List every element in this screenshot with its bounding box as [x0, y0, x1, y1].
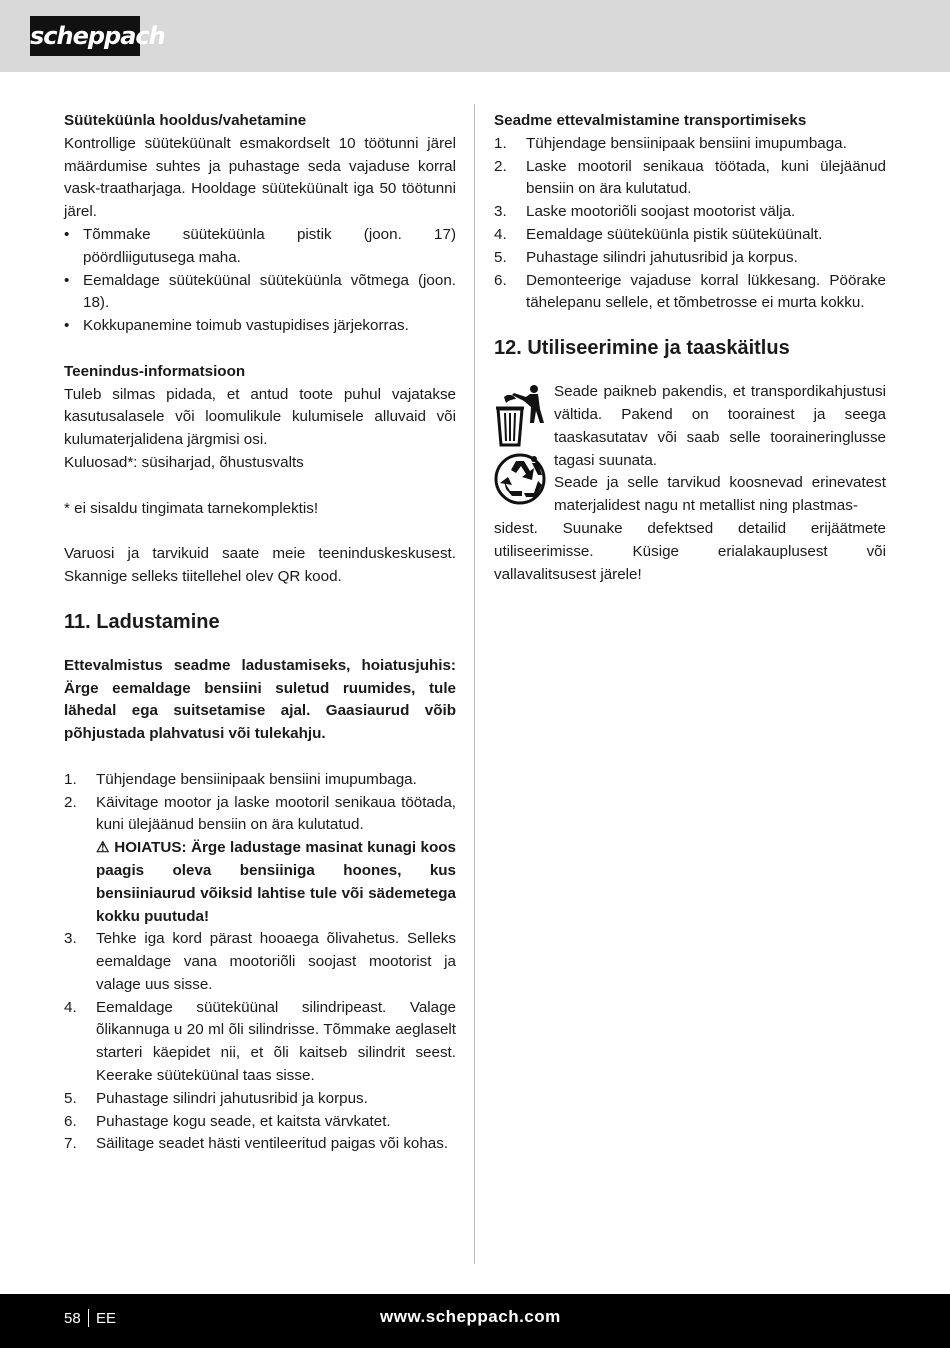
website-url: www.scheppach.com	[380, 1307, 561, 1326]
not-included-note: * ei sisaldu tingimata tarnekomplektis!	[64, 499, 319, 517]
right-column	[494, 110, 886, 586]
page-header	[0, 0, 950, 72]
list-item: 6. Demonteerige vajaduse korral lükkesang. Pöörake tähelepanu sellele, et tõmbetrosse ei murta kokku.	[494, 271, 886, 312]
column-divider	[474, 104, 475, 1264]
list-item: 5. Puhastage silindri jahutusribid ja korpus.	[494, 248, 798, 266]
footer-separator	[88, 1309, 89, 1327]
disposal-text-1: Seade paikneb pakendis, et transpordikahjustusi vältida. Pakend on toorainest ja seega taaskasutatav või saab selle tooraineringlusse tagasi suunata.	[554, 383, 886, 469]
list-item: 4. Eemaldage süüteküünal silindripeast. Valage õlikannuga u 20 ml õli silindrisse. Tõmmake aeglaselt starteri käepidet nii, et õli kaitseb silindrit seest. Keerake süüteküünal taas sisse.	[64, 998, 456, 1085]
trash-bin-icon	[494, 383, 550, 439]
storage-steps	[64, 769, 456, 1157]
recycle-icon	[494, 453, 550, 509]
list-item: 6. Puhastage kogu seade, et kaitsta värvkatet.	[64, 1112, 391, 1130]
language-code: EE	[96, 1310, 117, 1327]
storage-warning: Ettevalmistus seadme ladustamiseks, hoiatusjuhis: Ärge eemaldage bensiini suletud ruumides, tule lähedal ega suitsetamise ajal. Gaasiaurud võib põhjustada plahvatusi või tulekahju.	[64, 656, 456, 743]
list-item: 1. Tühjendage bensiinipaak bensiini imupumbaga.	[64, 770, 417, 788]
disposal-text-2-indented: Seade ja selle tarvikud koosnevad erinevatest materjalidest nagu nt metallist ning plastmas-	[554, 474, 886, 515]
list-item: 5. Puhastage silindri jahutusribid ja korpus.	[64, 1089, 368, 1107]
list-item: • Tõmmake süüteküünla pistik (joon. 17) pöördliigutusega maha.	[64, 224, 456, 270]
spare-parts-text: Varuosi ja tarvikuid saate meie teeninduskeskusest. Skannige selleks tiitellehel olev QR kood.	[64, 545, 456, 585]
list-item: • Kokkupanemine toimub vastupidises järjekorras.	[64, 315, 456, 338]
spark-plug-text: Kontrollige süüteküünalt esmakordselt 10 töötunni järel määrdumise suhtes ja puhastage seda vajaduse korral vask-traatharjaga. Hooldage süüteküünalt iga 50 töötunni järel.	[64, 134, 456, 221]
page-number: 58	[64, 1310, 81, 1327]
list-item: • Eemaldage süüteküünal süüteküünla võtmega (joon. 18).	[64, 270, 456, 316]
list-item: 7. Säilitage seadet hästi ventileeritud paigas või kohas.	[64, 1135, 449, 1153]
list-item: 3. Tehke iga kord pärast hooaega õlivahetus. Selleks eemaldage vana mootoriõli soojast mootorist ja valage uus sisse.	[64, 930, 456, 993]
wear-parts-text: Kuluosad*: süsiharjad, õhustusvalts	[64, 453, 304, 471]
list-item: 2. Laske mootoril senikaua töötada, kuni ülejäänud bensiin on ära kulutatud.	[494, 157, 886, 198]
scheppach-logo: scheppach	[30, 16, 140, 56]
list-item: 2. Käivitage mootor ja laske mootoril senikaua töötada, kuni ülejäänud bensiin on ära kulutatud. ⚠ HOIATUS: Ärge ladustage masinat kunagi koos paagis oleva bensiiniga hoones, kus bensiiniaurud võiksid lahtise tule või sädemetega kokku puutuda!	[64, 792, 456, 929]
transport-title: Seadme ettevalmistamine transportimiseks	[494, 112, 807, 129]
spark-plug-title: Süüteküünla hooldus/vahetamine	[64, 112, 307, 129]
disposal-text-2-rest: sidest. Suunake defektsed detailid erijäätmete utiliseerimisse. Küsige erialakauplusest või vallavalitsusest järele!	[494, 519, 886, 583]
page-footer	[0, 1294, 950, 1348]
service-info-text: Tuleb silmas pidada, et antud toote puhul vajatakse kasutusalasele või loomulikule kulumisele alluvaid või kulumaterjalidena järgmisi osi.	[64, 385, 456, 449]
left-column	[64, 110, 456, 1156]
no-storage-with-fuel-warning: ⚠ HOIATUS: Ärge ladustage masinat kunagi koos paagis oleva bensiiniga hoones, kus bensiiniaurud võiksid lahtise tule või sädemetega kokku puutuda!	[96, 839, 456, 925]
list-item: 1. Tühjendage bensiinipaak bensiini imupumbaga.	[494, 134, 847, 152]
spark-plug-bullets	[64, 224, 456, 338]
service-info-title: Teenindus-informatsioon	[64, 362, 246, 380]
section-12-title: 12. Utiliseerimine ja taaskäitlus	[494, 337, 790, 360]
disposal-block	[494, 381, 886, 586]
list-item: 3. Laske mootoriõli soojast mootorist välja.	[494, 203, 796, 221]
list-item: 4. Eemaldage süüteküünla pistik süüteküünalt.	[494, 225, 823, 243]
transport-steps	[494, 133, 886, 315]
section-11-title: 11. Ladustamine	[64, 610, 220, 633]
